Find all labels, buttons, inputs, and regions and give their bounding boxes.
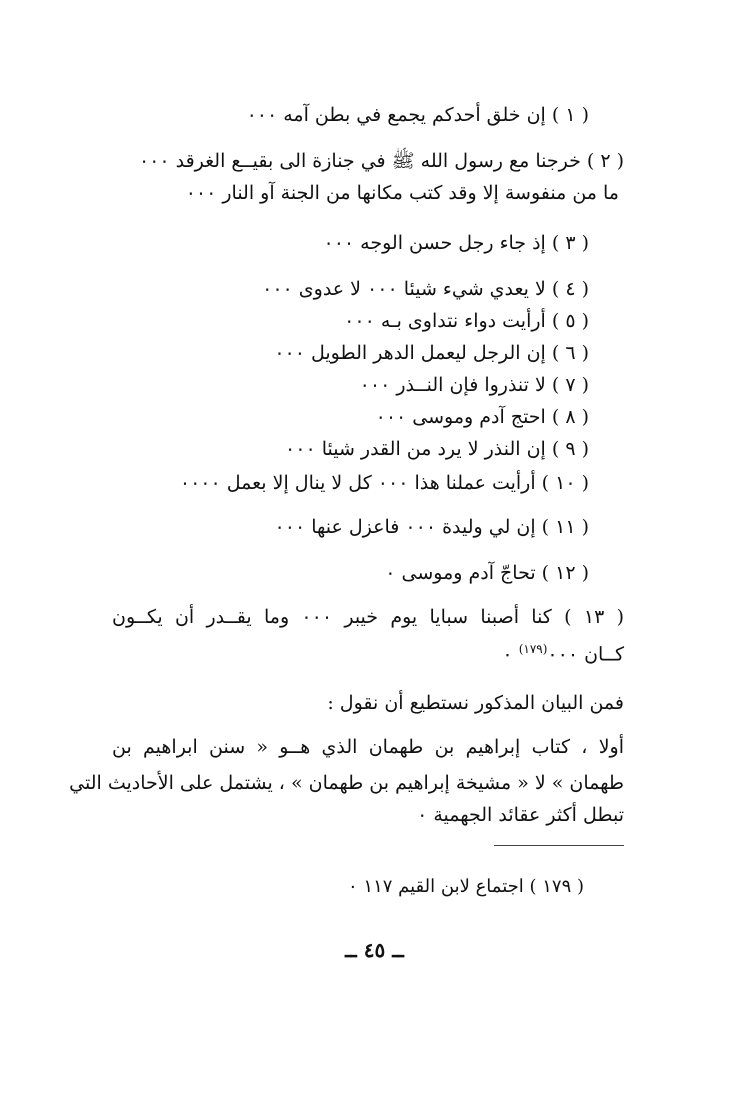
footnote-divider — [494, 845, 624, 846]
continuation-tail: ٠ — [502, 643, 519, 666]
paragraph-line-3: تبطل أكثر عقائد الجهمية ٠ — [417, 804, 624, 826]
hadith-line-12: ( ١٢ ) تحاجّ آدم وموسى ٠ — [385, 562, 589, 584]
hadith-line-8: ( ٨ ) احتج آدم وموسى ٠٠٠ — [375, 406, 589, 428]
hadith-line-10: ( ١٠ ) أرأيت عملنا هذا ٠٠٠ كل لا ينال إلا بعمل ٠٠٠٠ — [179, 472, 589, 494]
paragraph-line-1: أولا ، كتاب إبراهيم بن طهمان الذي هــو « سنن ابراهيم بن — [112, 736, 624, 758]
footnote-marker: (١٧٩) — [518, 642, 548, 656]
page-number: ــ ٤٥ ــ — [345, 938, 404, 962]
hadith-line-11: ( ١١ ) إن لي وليدة ٠٠٠ فاعزل عنها ٠٠٠ — [274, 516, 589, 538]
hadith-line-13: ( ١٣ ) كنا أصبنا سبايا يوم خيبر ٠٠٠ وما يقــدر أن يكــون — [112, 606, 624, 628]
hadith-line-2-continuation: ما من منفوسة إلا وقد كتب مكانها من الجنة آو النار ٠٠٠ — [185, 182, 619, 204]
continuation-text: كــان ٠٠٠ — [547, 643, 624, 666]
hadith-line-4: ( ٤ ) لا يعدي شيء شيئا ٠٠٠ لا عدوى ٠٠٠ — [262, 278, 589, 300]
hadith-line-1: ( ١ ) إن خلق أحدكم يجمع في بطن آمه ٠٠٠ — [246, 104, 589, 126]
paragraph-intro: فمن البيان المذكور نستطيع أن نقول : — [327, 692, 624, 714]
paragraph-line-2: طهمان » لا « مشيخة إبراهيم بن طهمان » ، يشتمل على الأحاديث التي — [69, 772, 624, 794]
hadith-line-2: ( ٢ ) خرجنا مع رسول الله ﷺ في جنازة الى بقيــع الغرقد ٠٠٠ — [138, 150, 624, 172]
hadith-line-13-continuation — [100, 636, 624, 667]
hadith-line-7: ( ٧ ) لا تنذروا فإن النــذر ٠٠٠ — [359, 374, 589, 396]
hadith-line-9: ( ٩ ) إن النذر لا يرد من القدر شيئا ٠٠٠ — [285, 438, 589, 460]
print-speck — [594, 506, 600, 512]
hadith-line-6: ( ٦ ) إن الرجل ليعمل الدهر الطويل ٠٠٠ — [274, 342, 589, 364]
hadith-line-5: ( ٥ ) أرأيت دواء نتداوى بـه ٠٠٠ — [344, 310, 589, 332]
footnote-text: ( ١٧٩ ) اجتماع لابن القيم ١١٧ ٠ — [348, 876, 584, 897]
hadith-line-3: ( ٣ ) إذ جاء رجل حسن الوجه ٠٠٠ — [323, 232, 589, 254]
